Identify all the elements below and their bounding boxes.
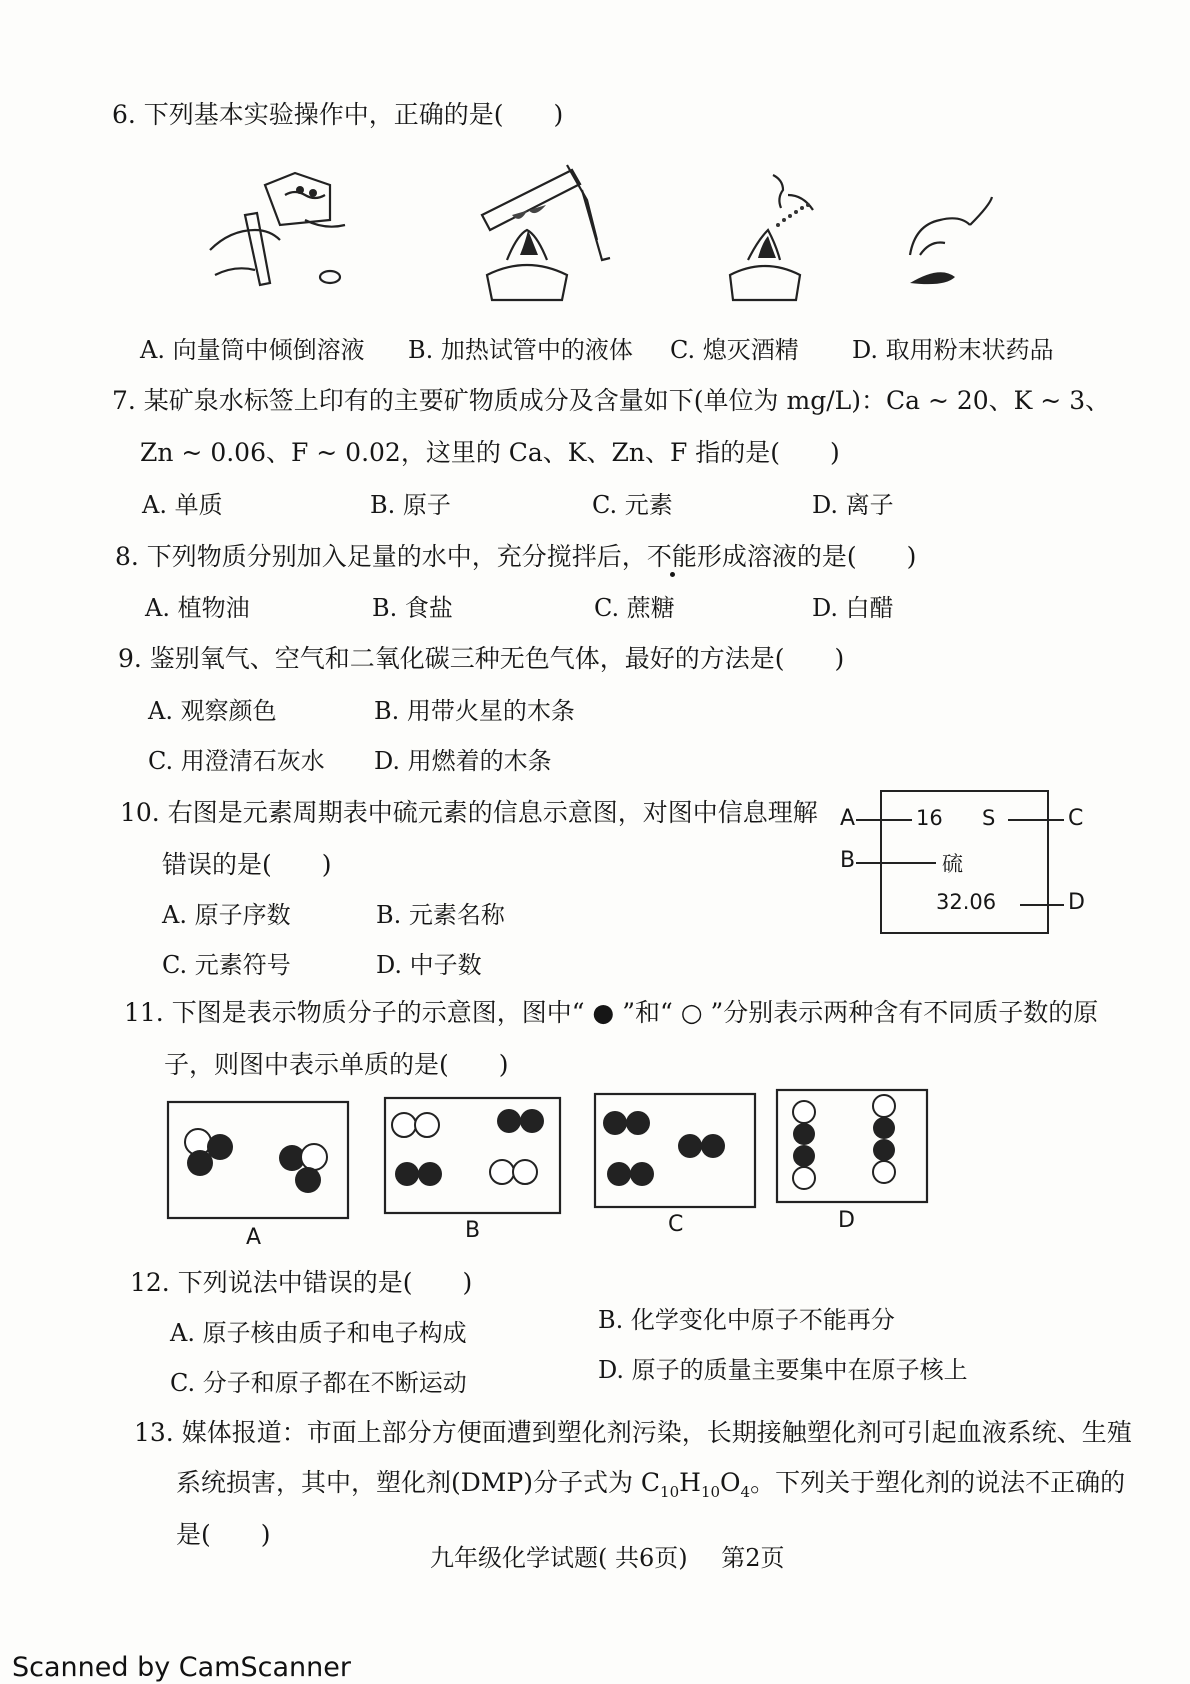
q7-option-c[interactable]: C. 元素 (592, 491, 673, 519)
q6-stem: 6. 下列基本实验操作中，正确的是( ) (112, 100, 564, 129)
q9-stem: 9. 鉴别氧气、空气和二氧化碳三种无色气体，最好的方法是( ) (118, 644, 845, 673)
element-name: 硫 (942, 852, 963, 876)
q13-stem-line3: 是( ) (176, 1520, 271, 1549)
q8-option-d[interactable]: D. 白醋 (812, 594, 894, 622)
leader-line-c (1008, 819, 1064, 821)
q12-option-d[interactable]: D. 原子的质量主要集中在原子核上 (598, 1356, 968, 1384)
q10-stem-line2: 错误的是( ) (162, 850, 332, 879)
leader-line-a (856, 819, 912, 821)
q12-stem: 12. 下列说法中错误的是( ) (130, 1268, 473, 1297)
q11-label-b[interactable]: B (465, 1218, 481, 1243)
q8-option-c[interactable]: C. 蔗糖 (594, 594, 675, 622)
atomic-mass: 32.06 (936, 890, 997, 914)
q6-figure-a-pouring (205, 165, 365, 305)
footer-page-number: 第2页 (721, 1544, 785, 1572)
q9-option-d[interactable]: D. 用燃着的木条 (374, 747, 552, 775)
q10-element-figure (840, 790, 1085, 935)
q11-label-d[interactable]: D (838, 1208, 855, 1233)
q6-option-b[interactable]: B. 加热试管中的液体 (408, 336, 633, 364)
q13-line2-post: 。下列关于塑化剂的说法不正确的 (750, 1468, 1126, 1497)
q7-option-a[interactable]: A. 单质 (142, 491, 223, 519)
q10-stem-line1: 10. 右图是元素周期表中硫元素的信息示意图，对图中信息理解 (120, 798, 818, 827)
q11-stem-line2: 子，则图中表示单质的是( ) (164, 1050, 509, 1079)
q6-option-c[interactable]: C. 熄灭酒精 (670, 336, 799, 364)
q6-figure-c-extinguishing (718, 170, 828, 305)
q13-sub-2: 10 (700, 1483, 721, 1501)
q13-sub-3: 4 (740, 1483, 751, 1501)
q7-option-d[interactable]: D. 离子 (812, 491, 894, 519)
q10-option-c[interactable]: C. 元素符号 (162, 951, 291, 979)
q12-option-a[interactable]: A. 原子核由质子和电子构成 (170, 1319, 467, 1347)
figure-label-a: A (840, 806, 856, 831)
leader-line-d (1020, 904, 1064, 906)
q11-label-a[interactable]: A (246, 1225, 262, 1250)
atomic-number: 16 (916, 806, 943, 830)
q10-option-d[interactable]: D. 中子数 (376, 951, 482, 979)
molecule-box-c (595, 1094, 755, 1207)
q6-option-d[interactable]: D. 取用粉末状药品 (852, 336, 1054, 364)
camscanner-watermark: Scanned by CamScanner (12, 1652, 351, 1683)
element-symbol: S (982, 806, 996, 830)
q13-mid-1: H (679, 1468, 701, 1497)
q12-option-b[interactable]: B. 化学变化中原子不能再分 (598, 1306, 895, 1334)
leader-line-b (856, 862, 936, 864)
q13-line2-pre: 系统损害，其中，塑化剂(DMP)分子式为 C (176, 1468, 661, 1497)
q13-stem-line2 (176, 1468, 1125, 1507)
q6-figure-d-powder (905, 195, 995, 290)
q13-mid-2: O (720, 1468, 741, 1497)
q7-stem-line1: 7. 某矿泉水标签上印有的主要矿物质成分及含量如下(单位为 mg/L)：Ca ~ 20、K ~ 3、 (112, 386, 1111, 415)
q10-option-b[interactable]: B. 元素名称 (376, 901, 505, 929)
figure-label-b: B (840, 848, 856, 873)
q6-figure-b-heating (472, 160, 622, 305)
q8-stem-pre: 8. 下列物质分别加入足量的水中，充分搅拌后， (115, 542, 647, 571)
q11-stem-line1: 11. 下图是表示物质分子的示意图，图中“ ● ”和“ ○ ”分别表示两种含有不同质子数的原 (124, 998, 1099, 1027)
figure-label-c: C (1068, 806, 1084, 831)
footer-title: 九年级化学试题( 共6页) (430, 1544, 688, 1572)
q8-stem-emphasis: 不能 (646, 542, 697, 571)
figure-label-d: D (1068, 890, 1085, 915)
q9-option-a[interactable]: A. 观察颜色 (148, 697, 277, 725)
q9-option-b[interactable]: B. 用带火星的木条 (374, 697, 575, 725)
q6-option-a[interactable]: A. 向量筒中倾倒溶液 (140, 336, 365, 364)
q8-option-b[interactable]: B. 食盐 (372, 594, 453, 622)
q7-stem-line2: Zn ~ 0.06、F ~ 0.02，这里的 Ca、K、Zn、F 指的是( ) (140, 438, 840, 467)
q13-stem-line1: 13. 媒体报道：市面上部分方便面遭到塑化剂污染，长期接触塑化剂可引起血液系统、生殖 (134, 1418, 1132, 1447)
q8-stem (115, 542, 916, 572)
q13-sub-1: 10 (660, 1483, 680, 1501)
q8-stem-post: 形成溶液的是( ) (696, 542, 917, 571)
q10-option-a[interactable]: A. 原子序数 (162, 901, 291, 929)
page-footer (430, 1538, 785, 1573)
q12-option-c[interactable]: C. 分子和原子都在不断运动 (170, 1369, 467, 1397)
q11-label-c[interactable]: C (668, 1212, 684, 1237)
q7-option-b[interactable]: B. 原子 (370, 491, 451, 519)
q8-option-a[interactable]: A. 植物油 (145, 594, 250, 622)
q11-molecule-diagrams (160, 1090, 930, 1235)
q9-option-c[interactable]: C. 用澄清石灰水 (148, 747, 325, 775)
